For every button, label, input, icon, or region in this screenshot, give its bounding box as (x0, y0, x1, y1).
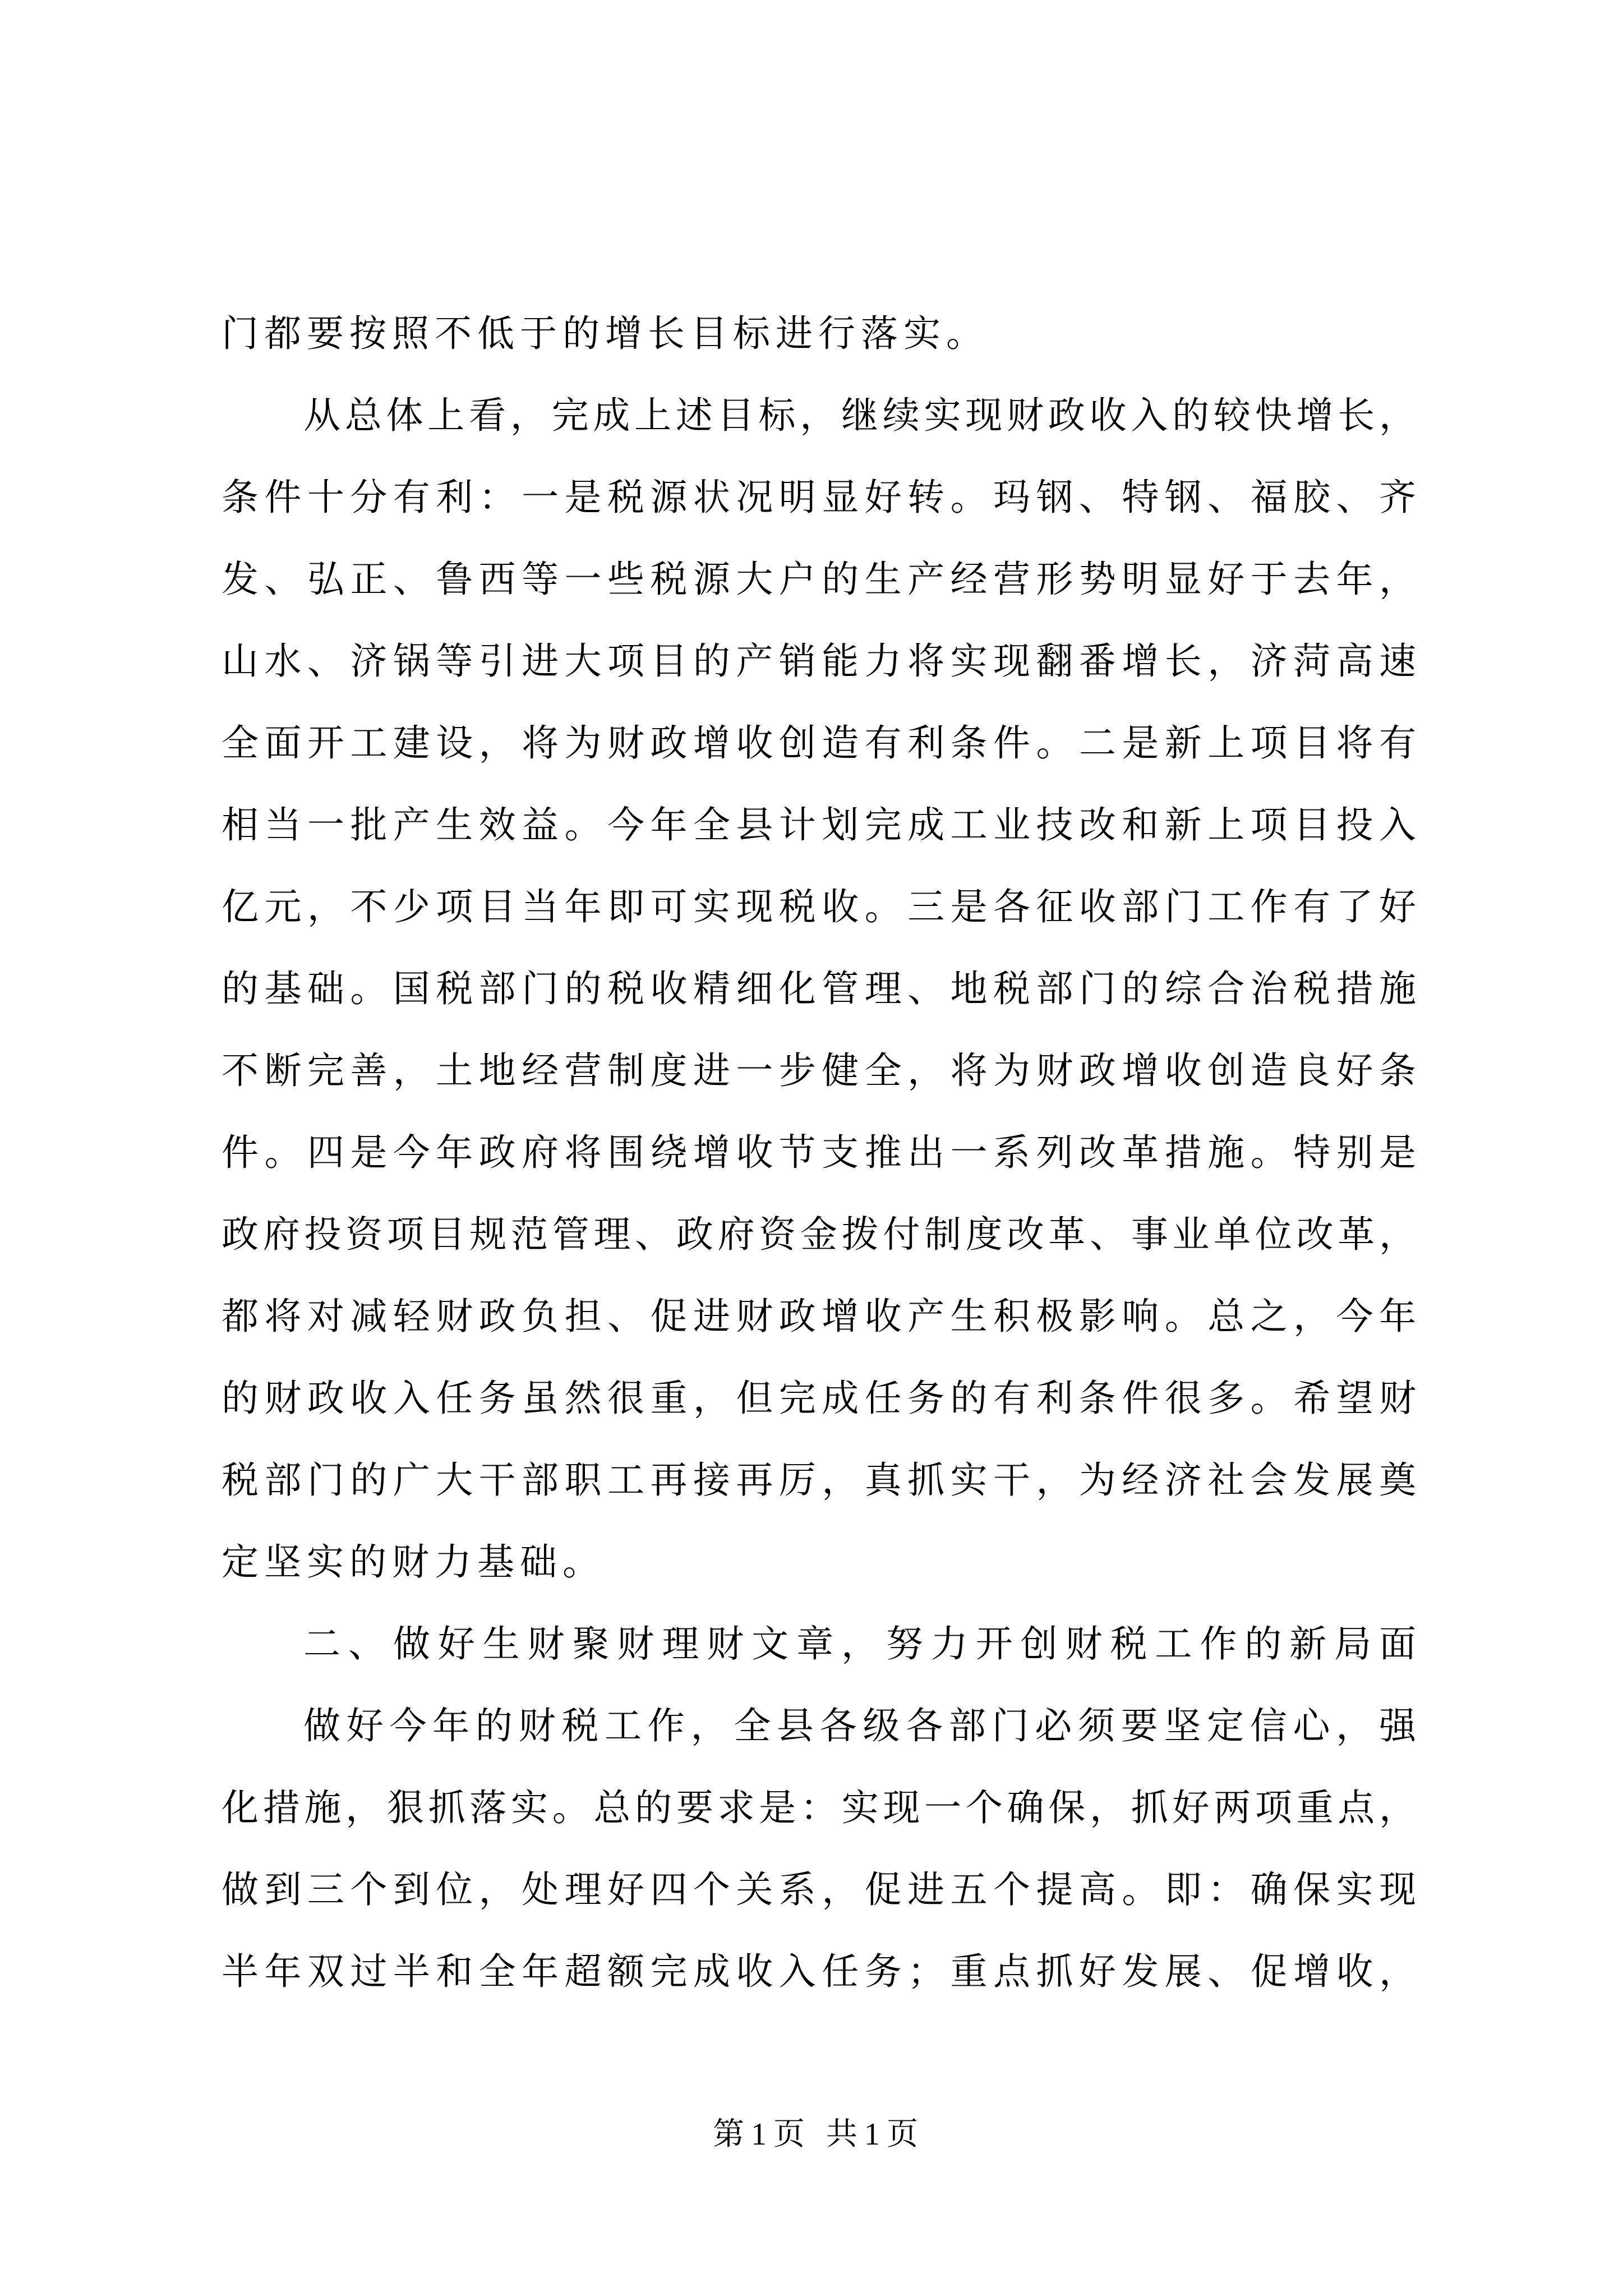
page-number-footer: 第1页 共1页 (713, 2117, 925, 2152)
text-line: 做到三个到位，处理好四个关系，促进五个提高。即：确保实现 (222, 1870, 1416, 1911)
text-line: 半年双过半和全年超额完成收入任务；重点抓好发展、促增收， (222, 1952, 1416, 1993)
text-line: 件。四是今年政府将围绕增收节支推出一系列改革措施。特别是 (222, 1133, 1416, 1174)
text-line: 从总体上看，完成上述目标，继续实现财政收入的较快增长， (303, 395, 1416, 436)
text-line: 亿元，不少项目当年即可实现税收。三是各征收部门工作有了好 (222, 887, 1416, 928)
text-line: 政府投资项目规范管理、政府资金拨付制度改革、事业单位改革， (222, 1214, 1416, 1255)
text-line: 做好今年的财税工作，全县各级各部门必须要坚定信心，强 (303, 1706, 1416, 1747)
text-line: 的基础。国税部门的税收精细化管理、地税部门的综合治税措施 (222, 969, 1416, 1010)
text-line: 的财政收入任务虽然很重，但完成任务的有利条件很多。希望财 (222, 1378, 1416, 1419)
text-line: 条件十分有利：一是税源状况明显好转。玛钢、特钢、福胶、齐 (222, 477, 1416, 518)
text-line: 都将对减轻财政负担、促进财政增收产生积极影响。总之，今年 (222, 1296, 1416, 1337)
text-line: 山水、济锅等引进大项目的产销能力将实现翻番增长，济菏高速 (222, 641, 1416, 682)
text-line: 发、弘正、鲁西等一些税源大户的生产经营形势明显好于去年， (222, 559, 1416, 600)
text-line: 税部门的广大干部职工再接再厉，真抓实干，为经济社会发展奠 (222, 1460, 1416, 1501)
text-line: 不断完善，土地经营制度进一步健全，将为财政增收创造良好条 (222, 1051, 1416, 1092)
section-heading: 二、做好生财聚财理财文章，努力开创财税工作的新局面 (303, 1624, 1416, 1665)
body-text (222, 293, 1416, 2013)
text-line: 全面开工建设，将为财政增收创造有利条件。二是新上项目将有 (222, 723, 1416, 764)
text-line: 定坚实的财力基础。 (222, 1542, 605, 1583)
text-line: 相当一批产生效益。今年全县计划完成工业技改和新上项目投入 (222, 805, 1416, 846)
text-line: 门都要按照不低于的增长目标进行落实。 (222, 314, 989, 355)
text-line: 化措施，狠抓落实。总的要求是：实现一个确保，抓好两项重点， (222, 1788, 1416, 1829)
